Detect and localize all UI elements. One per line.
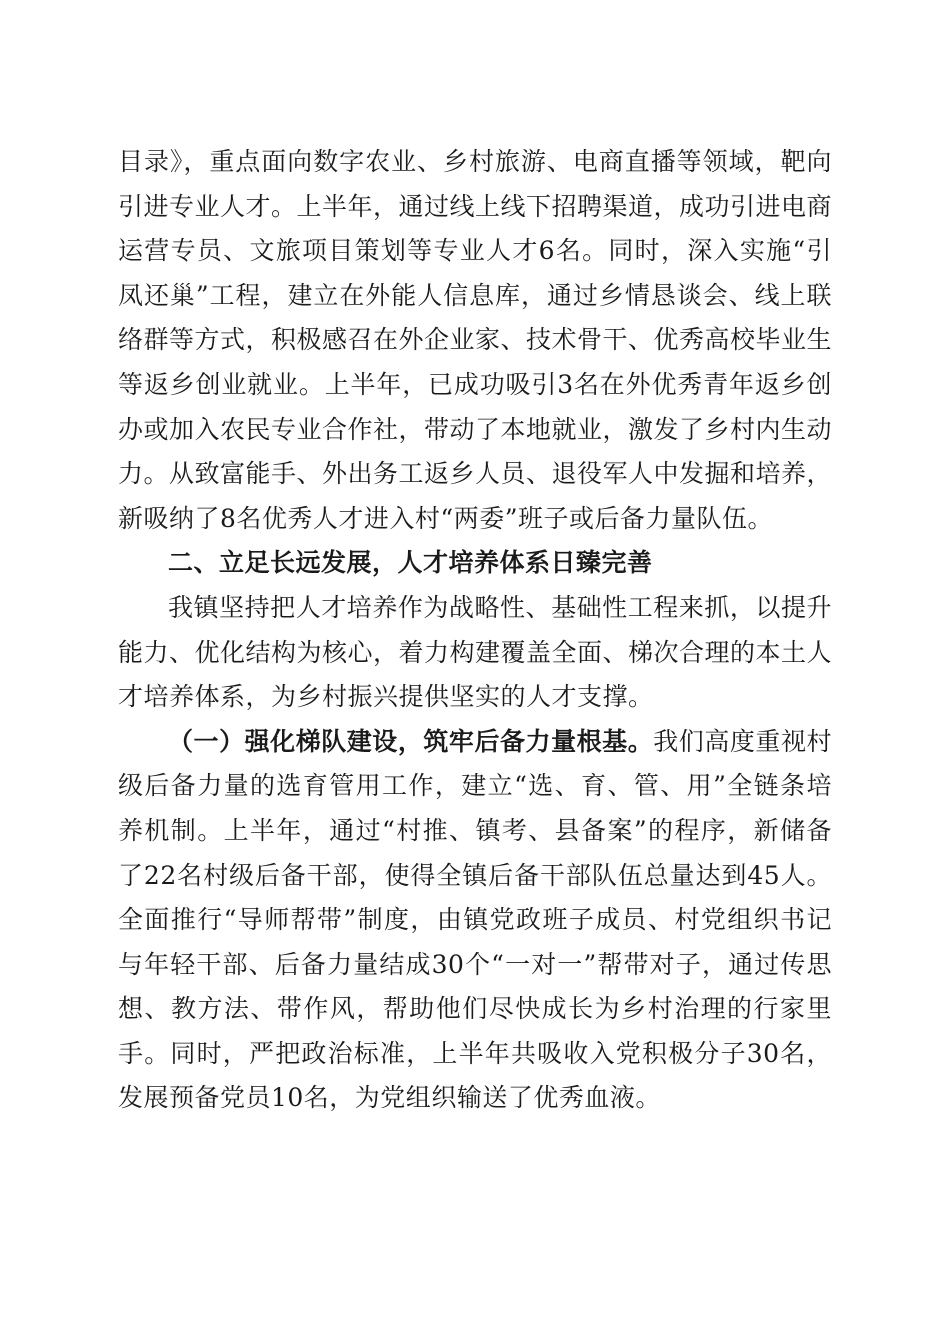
subsection-heading: （一）强化梯队建设，筑牢后备力量根基。 (168, 726, 654, 756)
body-paragraph-3-text: 我们高度重视村级后备力量的选育管用工作，建立“选、育、管、用”全链条培养机制。上半年，通过“村推、镇考、县备案”的程序，新储备了22名村级后备干部，使得全镇后备干部队伍总量达到45人。全面推行“导师帮带”制度，由镇党政班子成员、村党组织书记与年轻干部、后备力量结成30个“一对一”帮带对子，通过传思想、教方法、带作风，帮助他们尽快成长为乡村治理的行家里手。同时，严把政治标准，上半年共吸收入党积极分子30名，发展预备党员10名，为党组织输送了优秀血液。 (118, 726, 832, 1113)
section-heading: 二、立足长远发展，人才培养体系日臻完善 (168, 548, 653, 578)
body-paragraph-3 (118, 720, 832, 1121)
body-paragraph-1: 目录》，重点面向数字农业、乡村旅游、电商直播等领域，靶向引进专业人才。上半年，通过线上线下招聘渠道，成功引进电商运营专员、文旅项目策划等专业人才6名。同时，深入实施“引凤还巢”工程，建立在外能人信息库，通过乡情恳谈会、线上联络群等方式，积极感召在外企业家、技术骨干、优秀高校毕业生等返乡创业就业。上半年，已成功吸引3名在外优秀青年返乡创办或加入农民专业合作社，带动了本地就业，激发了乡村内生动力。从致富能手、外出务工返乡人员、退役军人中发掘和培养，新吸纳了8名优秀人才进入村“两委”班子或后备力量队伍。 (118, 147, 833, 533)
document-page (118, 140, 832, 1121)
body-paragraph-2: 我镇坚持把人才培养作为战略性、基础性工程来抓，以提升能力、优化结构为核心，着力构建覆盖全面、梯次合理的本土人才培养体系，为乡村振兴提供坚实的人才支撑。 (118, 592, 833, 712)
